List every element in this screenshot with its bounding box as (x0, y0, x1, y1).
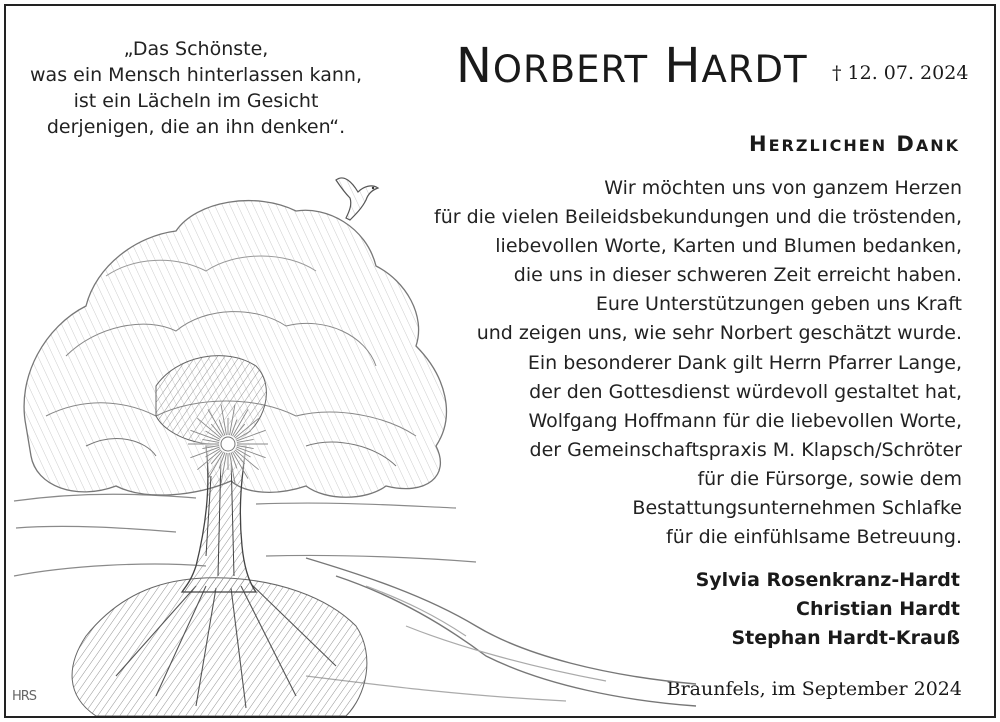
text-line: Wolfgang Hoffmann für die liebevollen Worte, (528, 410, 962, 432)
text-line: die uns in dieser schweren Zeit erreicht haben. (513, 264, 962, 286)
deceased-name (456, 36, 808, 100)
text-line: Wir möchten uns von ganzem Herzen (604, 177, 962, 199)
text-line: für die einfühlsame Betreuung. (666, 526, 962, 548)
place-and-date: Braunfels, im September 2024 (666, 678, 962, 700)
heading-rest: ANK (915, 136, 960, 155)
thanks-heading (749, 132, 960, 156)
first-name-rest: ORBERT (492, 48, 649, 91)
text-line: Eure Unterstützungen geben uns Kraft (595, 293, 962, 315)
last-name-rest: ARDT (701, 48, 808, 91)
text-line: liebevollen Worte, Karten und Blumen bedanken, (495, 235, 962, 257)
text-line: Bestattungsunternehmen Schlafke (632, 497, 962, 519)
tree-drawing (6, 156, 706, 716)
text-line: der Gemeinschaftspraxis M. Klapsch/Schröter (529, 439, 962, 461)
artist-signature: HRS (12, 689, 37, 704)
text-line: für die Fürsorge, sowie dem (697, 468, 962, 490)
quote-line: ist ein Lächeln im Gesicht (73, 90, 319, 112)
quote-line: was ein Mensch hinterlassen kann, (30, 64, 362, 86)
ground-mound (72, 578, 367, 716)
heading-rest: ERZLICHEN (768, 136, 888, 155)
dove-drawing (336, 178, 378, 220)
signers (696, 566, 960, 653)
signer-name: Christian Hardt (796, 598, 960, 620)
obituary-card (4, 4, 996, 718)
quote-line: „Das Schönste, (123, 38, 269, 60)
heading-initial: D (896, 132, 916, 156)
signer-name: Sylvia Rosenkranz-Hardt (695, 569, 960, 591)
text-line: und zeigen uns, wie sehr Norbert geschätzt wurde. (476, 322, 962, 344)
signer-name: Stephan Hardt-Krauß (731, 627, 960, 649)
text-line: Ein besonderer Dank gilt Herrn Pfarrer Lange, (527, 352, 962, 374)
text-line: der den Gottesdienst würdevoll gestaltet hat, (529, 381, 962, 403)
quote-line: derjenigen, die an ihn denken“. (46, 116, 346, 138)
text-line: für die vielen Beileidsbekundungen und die tröstenden, (434, 206, 962, 228)
first-name-initial: N (456, 38, 493, 94)
heading-initial: H (749, 132, 769, 156)
memorial-quote (26, 36, 366, 140)
last-name-initial: H (664, 38, 702, 94)
death-date: † 12. 07. 2024 (832, 62, 969, 84)
